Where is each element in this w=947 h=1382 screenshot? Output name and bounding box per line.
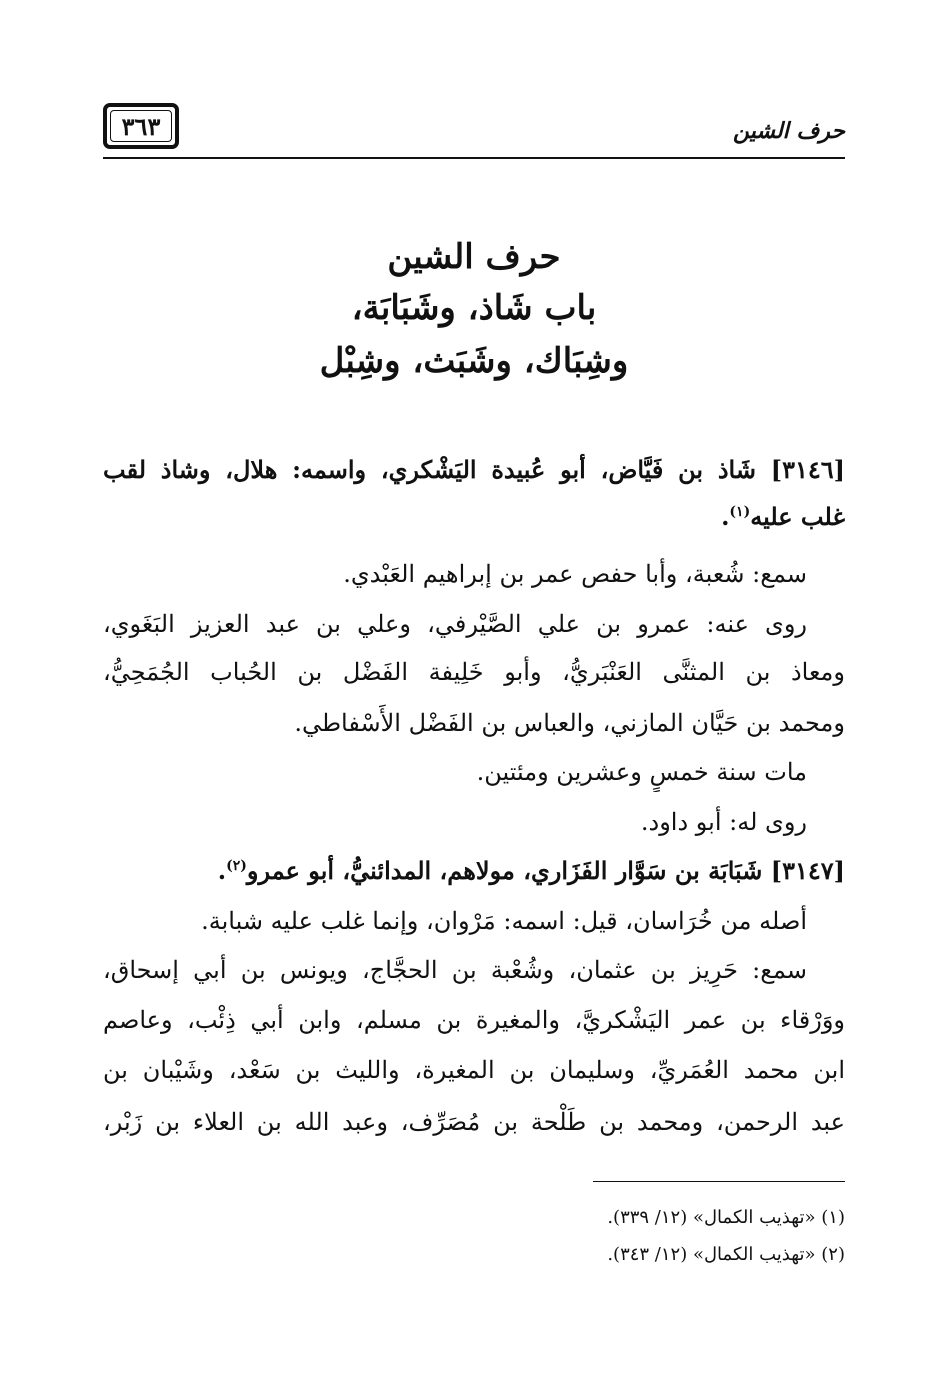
entry-3147-heard-4: عبد الرحمن، ومحمد بن طَلْحة بن مُصَرِّف، وعبد الله بن العلاء بن زَبْر، bbox=[103, 1108, 845, 1136]
entry-3147-heard-3: ابن محمد العُمَريِّ، وسليمان بن المغيرة، والليث بن سَعْد، وشَيْبان بن bbox=[103, 1056, 845, 1084]
entry-3146-died: مات سنة خمسٍ وعشرين ومئتين. bbox=[476, 758, 807, 786]
entry-3146-name: شَاذ بن فَيَّاض، أبو عُبيدة اليَشْكري، واسمه: هلال، وشاذ لقب bbox=[103, 455, 756, 484]
entry-3147-heard-1: سمع: حَرِيز بن عثمان، وشُعْبة بن الحجَّاج، ويونس بن أبي إسحاق، bbox=[103, 956, 808, 984]
entry-3147-name: شَبَابَة بن سَوَّار الفَزَاري، مولاهم، المدائنيُّ، أبو عمرو bbox=[246, 856, 763, 885]
entry-3146-heard: سمع: شُعبة، وأبا حفص عمر بن إبراهيم العَبْدي. bbox=[343, 560, 807, 588]
entry-3146-narrated-by: روى له: أبو داود. bbox=[640, 808, 807, 836]
entry-3146-narrated-2: ومعاذ بن المثنَّى العَنْبَريُّ، وأبو خَلِيفة الفَضْل بن الحُباب الجُمَحِيُّ، bbox=[103, 658, 845, 686]
chapter-subtitle-line1: باب شَاذ، وشَبَابَة، bbox=[351, 288, 597, 328]
footnote-rule bbox=[593, 1181, 845, 1182]
entry-3146-narrated-1: روى عنه: عمرو بن علي الصَّيْرفي، وعلي بن عبد العزيز البَغَوي، bbox=[103, 610, 807, 638]
entry-3146-heading-text: غلب عليه bbox=[750, 502, 845, 531]
running-header-title: حرف الشين bbox=[732, 118, 845, 144]
entry-3146-narrated-3: ومحمد بن حَيَّان المازني، والعباس بن الفَضْل الأَسْفاطي. bbox=[294, 709, 845, 737]
entry-3146-heading bbox=[103, 450, 845, 490]
entry-3147-heading: [٣١٤٧] شَبَابَة بن سَوَّار الفَزَاري، مولاهم، المدائنيُّ، أبو عمرو$^{(٢)}$. bbox=[217, 856, 845, 885]
entry-3146-number: [٣١٤٦] bbox=[770, 455, 845, 484]
entry-3146-heading-cont: غلب عليه$^{(١)}$. bbox=[721, 502, 845, 531]
footnote-2: (٢) «تهذيب الكمال» (١٢/ ٣٤٣). bbox=[607, 1244, 845, 1265]
chapter-title: حرف الشين bbox=[387, 237, 561, 277]
chapter-subtitle-line2: وشِبَاك، وشَبَث، وشِبْل bbox=[319, 341, 629, 381]
footnote-ref-1: (١) bbox=[729, 504, 751, 520]
page-number-box bbox=[103, 103, 179, 149]
entry-3147-number: [٣١٤٧] bbox=[770, 856, 845, 885]
header-rule bbox=[103, 157, 845, 159]
footnote-1: (١) «تهذيب الكمال» (١٢/ ٣٣٩). bbox=[607, 1207, 845, 1228]
page-number: ٣٦٣ bbox=[121, 111, 161, 141]
footnote-ref-2: (٢) bbox=[226, 858, 247, 874]
entry-3147-heard-2: ووَرْقاء بن عمر اليَشْكريَّ، والمغيرة بن مسلم، وابن أبي ذِئْب، وعاصم bbox=[103, 1006, 845, 1034]
entry-3147-origin: أصله من خُرَاسان، قيل: اسمه: مَرْوان، وإنما غلب عليه شبابة. bbox=[201, 907, 807, 935]
